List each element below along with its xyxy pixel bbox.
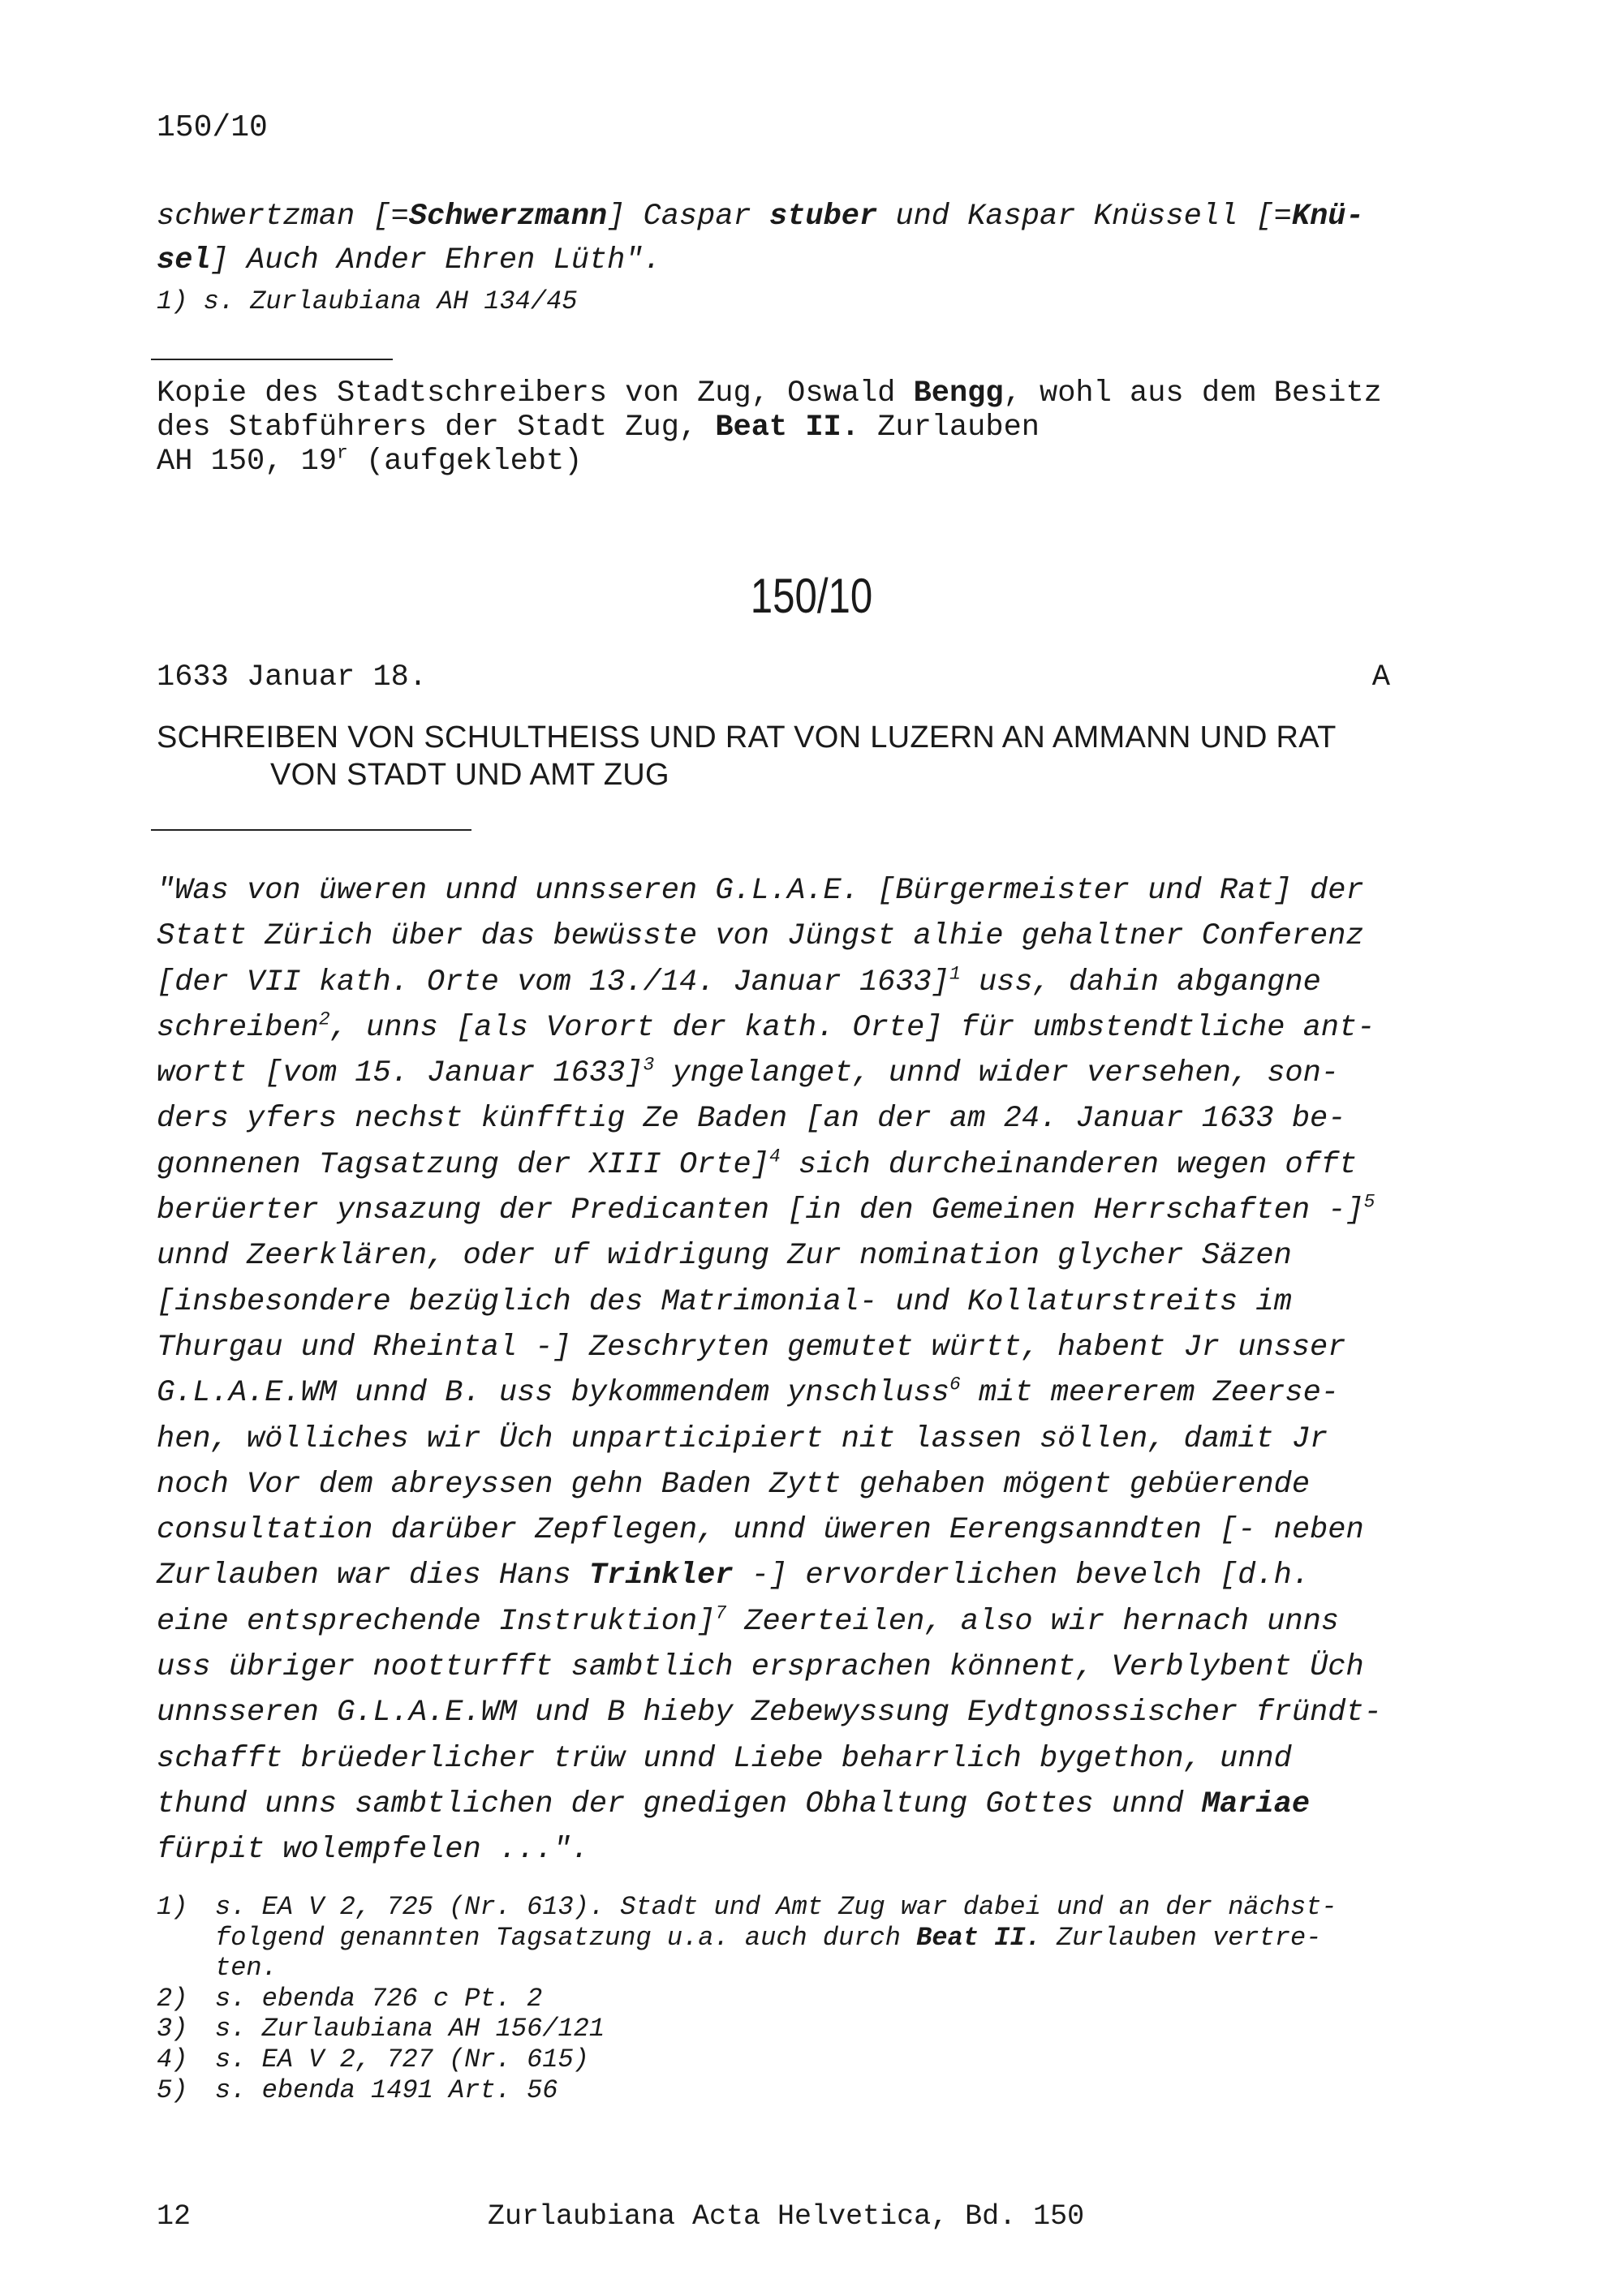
text-run: ten.	[215, 1953, 278, 1984]
text-line	[157, 1417, 1423, 1462]
footnote-number: 5)	[157, 2075, 188, 2105]
separator-rule	[151, 359, 393, 360]
text-run: hen, wölliches wir Üch unparticipiert nit lassen söllen, damit Jr	[157, 1421, 1328, 1456]
text-line	[157, 914, 1423, 959]
footnote-marker: 2	[318, 1008, 330, 1030]
text-run: "Was von üweren unnd unnsseren G.L.A.E. [Bürgermeister und Rat] der	[157, 874, 1364, 908]
text-run: ] Caspar	[607, 200, 769, 234]
provenance-text: des Stabführers der Stadt Zug,	[157, 411, 716, 445]
text-run: Zeerteilen, also wir hernach unns	[726, 1604, 1340, 1639]
continuation-line	[157, 195, 1406, 239]
text-line	[157, 1005, 1423, 1051]
text-line	[157, 868, 1423, 914]
text-line	[157, 960, 1423, 1005]
text-run: Schwerzmann	[408, 200, 608, 234]
footnote-text	[215, 2044, 1423, 2075]
separator-rule	[151, 829, 471, 831]
provenance-name: Bengg	[913, 376, 1004, 411]
main-text	[157, 868, 1423, 1873]
provenance-text: , wohl aus dem Besitz	[1003, 376, 1382, 411]
footnote-row	[157, 1892, 1423, 1923]
footnote-number: 4)	[157, 2044, 188, 2075]
text-run: s. EA V 2, 727 (Nr. 615)	[215, 2044, 589, 2075]
text-run: Thurgau und Rheintal -] Zeschryten gemutet württ, habent Jr unsser	[157, 1330, 1346, 1365]
footnote-text	[215, 1923, 1423, 1954]
text-line	[157, 1507, 1423, 1553]
provenance-text: Kopie des Stadtschreibers von Zug, Oswald	[157, 376, 914, 411]
text-run: unnsseren G.L.A.E.WM und B hieby Zebewyssung Eydtgnossischer fründt-	[157, 1696, 1382, 1731]
footnote-marker: 5	[1363, 1191, 1375, 1213]
footnote-number: 2)	[157, 1983, 188, 2014]
footnote-marker: 3	[643, 1054, 655, 1076]
text-run: Beat II.	[916, 1922, 1041, 1953]
continuation-text	[157, 195, 1406, 320]
continuation-footnote: 1) s. Zurlaubiana AH 134/45	[157, 286, 578, 316]
document-date: 1633 Januar 18.	[157, 660, 428, 694]
text-run: s. EA V 2, 725 (Nr. 613). Stadt und Amt Zug war dabei und an der nächst-	[215, 1892, 1337, 1922]
footnote-row	[157, 2044, 1423, 2075]
footnote-marker: 7	[715, 1602, 727, 1624]
heading-line: VON STADT UND AMT ZUG	[270, 758, 669, 792]
text-run: eine entsprechende Instruktion]	[157, 1604, 716, 1639]
footnote-marker: 1	[949, 963, 961, 985]
text-run: Knü-	[1291, 200, 1364, 234]
text-run: noch Vor dem abreyssen gehn Baden Zytt gehaben mögent gebüerende	[157, 1467, 1311, 1502]
text-line	[157, 1233, 1423, 1279]
text-run: , unns [als Vorort der kath. Orte] für umbstendtliche ant-	[329, 1010, 1375, 1045]
text-run: sich durcheinanderen wegen offt	[780, 1147, 1358, 1182]
document-title: 150/10	[750, 569, 873, 623]
text-run: gonnenen Tagsatzung der XIII Orte]	[157, 1147, 769, 1182]
text-line	[157, 1645, 1423, 1690]
footnote-text	[215, 1984, 1423, 2014]
text-run: [der VII kath. Orte vom 13./14. Januar 1633]	[157, 965, 949, 1000]
footnote-text	[215, 1953, 1423, 1984]
provenance-text: AH 150, 19	[157, 445, 338, 479]
folio-superscript: r	[337, 442, 348, 464]
text-run: thund unns sambtlichen der gnedigen Obhaltung Gottes unnd	[157, 1786, 1202, 1821]
page-footer	[157, 2200, 1423, 2233]
text-run: Zurlauben vertre-	[1040, 1922, 1322, 1953]
text-run: sel	[157, 243, 211, 277]
text-run: uss übriger nootturfft sambtlich ersprachen könnent, Verblybent Üch	[157, 1650, 1364, 1685]
footnote-marker: 4	[768, 1146, 781, 1167]
heading-line: SCHREIBEN VON SCHULTHEISS UND RAT VON LUZERN AN AMMANN UND RAT	[157, 720, 1337, 755]
text-line	[157, 1188, 1423, 1233]
date-line	[157, 660, 1390, 694]
text-run: folgend genannten Tagsatzung u.a. auch durch	[215, 1922, 917, 1953]
footnote-number	[157, 1953, 215, 1984]
text-run: unnd Zeerklären, oder uf widrigung Zur nomination glycher Säzen	[157, 1239, 1292, 1274]
text-run: Zurlauben war dies Hans	[157, 1559, 589, 1593]
text-line	[157, 1599, 1423, 1645]
footnotes	[157, 1892, 1423, 2105]
text-run: stuber	[768, 200, 878, 234]
text-run: schwertzman [=	[157, 200, 409, 234]
text-run: s. Zurlaubiana AH 156/121	[215, 2014, 605, 2044]
text-run: wortt [vom 15. Januar 1633]	[157, 1056, 644, 1091]
text-run: fürpit wolempfelen ...".	[157, 1833, 589, 1868]
text-run: und Kaspar Knüssell [=	[877, 200, 1292, 234]
page-reference: 150/10	[157, 110, 268, 145]
footnote-text	[215, 1892, 1423, 1923]
document-letter: A	[1371, 660, 1390, 694]
text-line	[157, 1370, 1423, 1416]
page-number: 12	[157, 2200, 192, 2233]
text-line	[157, 1462, 1423, 1507]
text-run: schreiben	[157, 1010, 319, 1045]
footnote-text	[215, 2075, 1423, 2106]
footnote-row	[157, 2014, 1423, 2044]
text-line	[157, 1736, 1423, 1782]
text-run: ders yfers nechst künfftig Ze Baden [an der am 24. Januar 1633 be-	[157, 1102, 1346, 1137]
text-line	[157, 1782, 1423, 1827]
text-run: berüerter ynsazung der Predicanten [in den Gemeinen Herrschaften -]	[157, 1193, 1364, 1228]
text-run: yngelanget, unnd wider versehen, son-	[654, 1056, 1340, 1091]
provenance-text: (aufgeklebt)	[347, 445, 583, 479]
text-line	[157, 1279, 1423, 1325]
footnote-number	[157, 1923, 215, 1954]
provenance-name: Beat II.	[715, 411, 859, 445]
footnote-row	[157, 1984, 1423, 2014]
continuation-line	[157, 239, 1406, 282]
text-run: Trinkler	[588, 1559, 734, 1593]
footnote-number: 3)	[157, 2014, 188, 2044]
footnote-row	[157, 1953, 1423, 1984]
text-run: s. ebenda 1491 Art. 56	[215, 2075, 558, 2105]
text-run: s. ebenda 726 c Pt. 2	[215, 1983, 543, 2014]
text-run: [insbesondere bezüglich des Matrimonial- und Kollaturstreits im	[157, 1284, 1292, 1319]
provenance-text: Zurlauben	[859, 411, 1040, 445]
provenance-note	[157, 376, 1406, 479]
text-run: Mariae	[1201, 1786, 1311, 1821]
text-run: -] ervorderlichen bevelch [d.h.	[733, 1559, 1311, 1593]
text-line	[157, 1827, 1423, 1872]
text-line	[157, 1096, 1423, 1142]
text-line	[157, 1690, 1423, 1735]
footnote-marker: 6	[949, 1374, 961, 1395]
footnote-row	[157, 2075, 1423, 2106]
footnote-text	[215, 2014, 1423, 2044]
text-run: uss, dahin abgangne	[960, 965, 1321, 1000]
text-line	[157, 1051, 1423, 1096]
text-run: schafft brüederlicher trüw unnd Liebe beharrlich bygethon, unnd	[157, 1741, 1292, 1776]
text-run: mit meererem Zeerse-	[960, 1376, 1340, 1411]
text-line	[157, 1553, 1423, 1598]
footnote-row	[157, 1923, 1423, 1954]
text-run: G.L.A.E.WM unnd B. uss bykommendem ynschluss	[157, 1376, 949, 1411]
text-line	[157, 1325, 1423, 1370]
text-line	[157, 1142, 1423, 1188]
text-run: Statt Zürich über das bewüsste von Jüngst alhie gehaltner Conferenz	[157, 919, 1364, 954]
document-heading	[157, 719, 1423, 793]
publication-title: Zurlaubiana Acta Helvetica, Bd. 150	[488, 2200, 1085, 2233]
footnote-number: 1)	[157, 1892, 188, 1922]
text-run: consultation darüber Zepflegen, unnd üweren Eerengsanndten [- neben	[157, 1513, 1364, 1548]
text-run: ] Auch Ander Ehren Lüth".	[210, 243, 661, 277]
